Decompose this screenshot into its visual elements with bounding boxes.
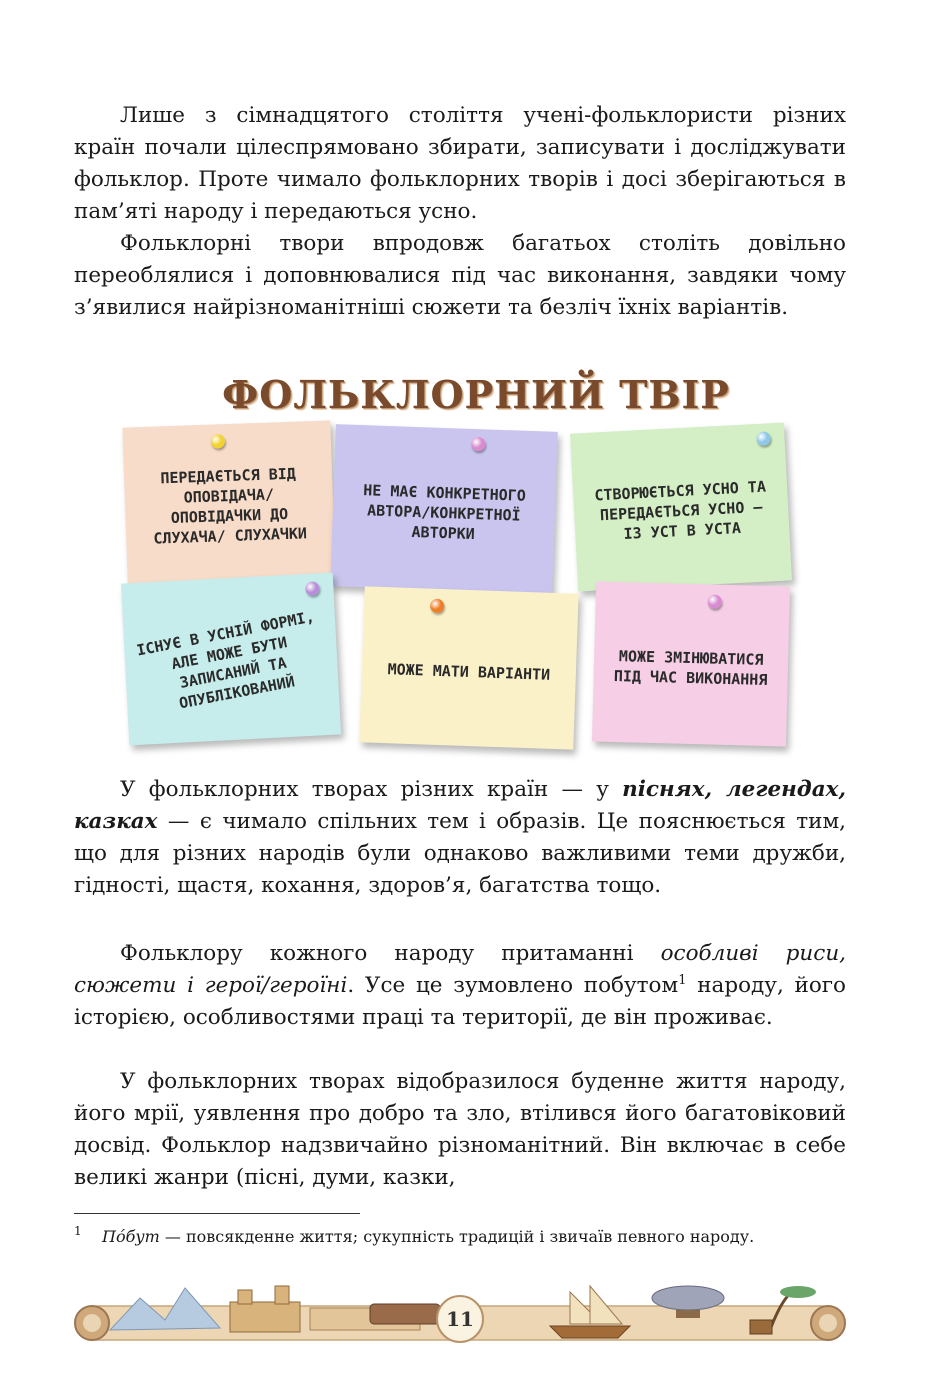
note-text: МОЖЕ ЗМІНЮВАТИСЯ ПІД ЧАС ВИКОНАННЯ — [613, 647, 768, 690]
note-written-form — [121, 573, 341, 746]
ship-icon — [550, 1326, 630, 1338]
text-run: народу, його історією, особливостями праці та території, де він проживає. — [74, 973, 846, 1030]
emphasis-genres: піснях, легендах, казках — [74, 777, 846, 834]
pin-icon — [211, 434, 225, 448]
note-text: ПЕРЕДАЄТЬСЯ ВІД ОПОВІДАЧА/ ОПОВІДАЧКИ ДО СЛУХАЧА/ СЛУХАЧКИ — [153, 464, 308, 548]
emphasis-features: особливі риси, сюжети і герої/героїні — [74, 941, 846, 998]
airship-icon — [652, 1286, 724, 1310]
footnote-definition: — повсякденне життя; сукупність традицій і звичаїв певного народу. — [159, 1227, 755, 1246]
note-oral — [570, 423, 792, 592]
footnote-mark: 1 — [74, 1224, 82, 1238]
paragraph-3 — [74, 774, 846, 902]
pin-icon — [707, 594, 721, 608]
banner-right-disc-inner — [819, 1314, 837, 1332]
note-variants — [359, 586, 578, 749]
paragraph-2: Фольклорні твори впродовж багатьох століть довільно переоблялися і доповнювалися під час виконання, завдяки чому з’явилися найрізноманітніші сюжети та безліч їхніх варіантів. — [74, 231, 846, 320]
pin-icon — [756, 431, 771, 446]
pin-icon — [430, 599, 444, 613]
note-no-author — [330, 424, 558, 594]
note-transmitted — [122, 420, 335, 583]
text-run: . Усе це зумовлено побутом — [347, 973, 679, 998]
pin-icon — [305, 581, 320, 596]
footnote — [74, 1226, 846, 1248]
text-run: Фольклору кожного народу притаманні — [120, 941, 661, 966]
note-changes — [592, 581, 790, 746]
footnote-term: По́бут — [102, 1227, 160, 1246]
note-text: МОЖЕ МАТИ ВАРІАНТИ — [387, 660, 551, 684]
footnote-ref[interactable]: 1 — [678, 972, 687, 988]
chest-icon — [750, 1320, 772, 1334]
paragraph-4 — [74, 938, 846, 1034]
footnote-divider — [74, 1213, 360, 1214]
castle-icon — [230, 1302, 300, 1332]
banner-left-disc-inner — [83, 1314, 101, 1332]
note-text: НЕ МАЄ КОНКРЕТНОГО АВТОРА/КОНКРЕТНОЇ АВТОРКИ — [363, 481, 527, 544]
note-text: СТВОРЮЄТЬСЯ УСНО ТА ПЕРЕДАЄТЬСЯ УСНО — ІЗ УСТ В УСТА — [594, 477, 767, 544]
page-number: 11 — [436, 1295, 484, 1343]
note-text: ІСНУЄ В УСНІЙ ФОРМІ, АЛЕ МОЖЕ БУТИ ЗАПИСАНИЙ ТА ОПУБЛІКОВАНИЙ — [135, 607, 316, 713]
pin-icon — [471, 437, 485, 451]
train-icon — [370, 1304, 440, 1324]
paragraph-1: Лише з сімнадцятого століття учені-фольклористи різних країн почали цілеспрямовано збирати, записувати і досліджувати фольклор. Проте чимало фольклорних творів і досі зберігаються в пам’яті народу і передаються усно. — [74, 103, 846, 224]
paragraph-5: У фольклорних творах відобразилося буденне життя народу, його мрії, уявлення про добро та зло, втілився його багатовіковий досвід. Фольклор надзвичайно різноманітний. Він включає в себе великі жанри (пісні, думи, казки, — [74, 1069, 846, 1190]
text-run: — є чимало спільних тем і образів. Це пояснюється тим, що для різних народів були однаково важливими теми дружби, гідності, щастя, кохання, здоров’я, багатства тощо. — [74, 809, 846, 898]
text-run: У фольклорних творах різних країн — у — [120, 777, 623, 802]
infographic-title: ФОЛЬКЛОРНИЙ ТВІР — [222, 372, 730, 417]
